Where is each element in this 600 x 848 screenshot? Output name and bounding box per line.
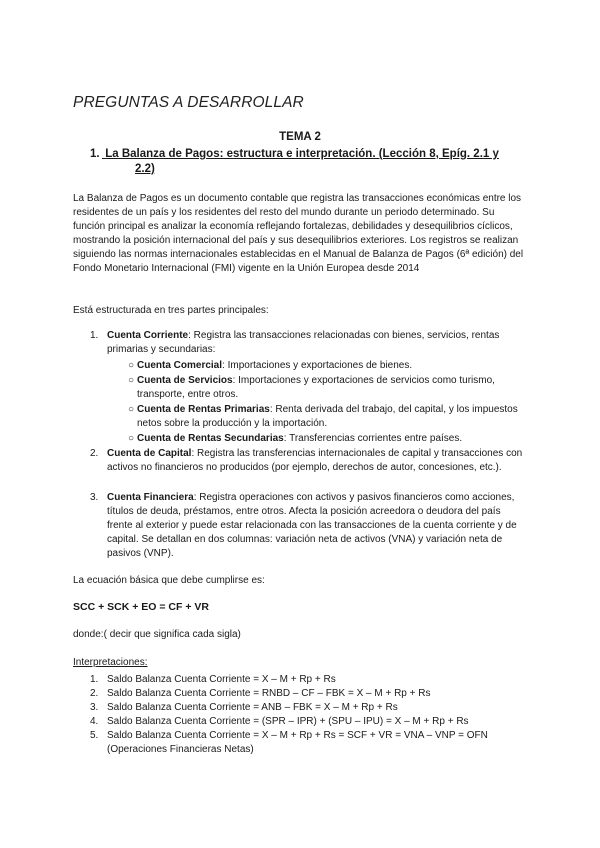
equation-intro: La ecuación básica que debe cumplirse es: (73, 575, 265, 586)
term: Cuenta de Servicios (137, 375, 233, 386)
bullet-icon: ○ (128, 404, 135, 415)
term: Cuenta Comercial (137, 360, 223, 371)
term: Cuenta Financiera (107, 492, 194, 503)
list-number: 2. (90, 448, 99, 459)
list-number: 2. (90, 688, 99, 699)
sub-item-rentas-secundarias (128, 432, 518, 446)
interpretation-item (90, 701, 520, 715)
description: : Registra las transferencias internacionales de capital y transacciones con activos no financieros no producidos (por ejemplo, derechos de autor, concesiones, etc.). (107, 448, 523, 473)
list-item-cuenta-capital (90, 447, 525, 475)
intro-paragraph: La Balanza de Pagos es un documento contable que registra las transacciones económicas entre los residentes de un país y los residentes del resto del mundo durante un periodo determinado. Su función principal es analizar la economía reflejando fortalezas, debilidades y desequilibrios cíclicos, mostrando la posición internacional del país y sus desequilibrios exteriores. Los registros se realizan siguiendo las normas internacionales establecidas en el Manual de Balanza de Pagos (6ª edición) del Fondo Monetario Internacional (FMI) vigente en la Unión Europea desde 2014 (73, 193, 524, 274)
interpretation-text: Saldo Balanza Cuenta Corriente = (SPR – IPR) + (SPU – IPU) = X – M + Rp + Rs (107, 716, 469, 727)
list-number: 3. (90, 702, 99, 713)
donde-note: donde:( decir que significa cada sigla) (73, 629, 241, 640)
interpretation-text: Saldo Balanza Cuenta Corriente = X – M + Rp + Rs = SCF + VR = VNA – VNP = OFN (Operaciones Financieras Netas) (107, 730, 488, 755)
description: : Renta derivada del trabajo, del capital, y los impuestos netos sobre la producción y la importación. (137, 404, 518, 429)
interpretation-text: Saldo Balanza Cuenta Corriente = ANB – FBK = X – M + Rp + Rs (107, 702, 398, 713)
interpretations-title: Interpretaciones: (73, 657, 148, 668)
interpretation-item (90, 715, 520, 729)
term: Cuenta de Rentas Primarias (137, 404, 270, 415)
interpretation-text: Saldo Balanza Cuenta Corriente = X – M + Rp + Rs (107, 674, 336, 685)
sub-item-cuenta-comercial (128, 359, 518, 373)
description: : Transferencias corrientes entre países. (283, 433, 463, 444)
interpretation-item (90, 729, 520, 757)
section-heading: PREGUNTAS A DESARROLLAR (73, 94, 304, 111)
term: Cuenta Corriente (107, 330, 189, 341)
question-line-1: La Balanza de Pagos: estructura e interpretación. (Lección 8, Epíg. 2.1 y (105, 148, 499, 160)
bullet-icon: ○ (128, 375, 135, 386)
equation: SCC + SCK + EO = CF + VR (73, 601, 209, 613)
question-line-2: 2.2) (135, 163, 155, 175)
bullet-icon: ○ (128, 360, 135, 371)
structure-intro: Está estructurada en tres partes principales: (73, 305, 269, 316)
list-item-cuenta-corriente (90, 329, 525, 357)
list-number: 5. (90, 730, 99, 741)
list-item-cuenta-financiera (90, 491, 525, 561)
question-number: 1. (90, 148, 100, 160)
interpretation-item (90, 687, 520, 701)
interpretation-text: Saldo Balanza Cuenta Corriente = RNBD – CF – FBK = X – M + Rp + Rs (107, 688, 431, 699)
interpretation-item (90, 673, 520, 687)
question-title (90, 147, 530, 177)
description: : Registra las transacciones relacionadas con bienes, servicios, rentas primarias y secundarias: (107, 330, 500, 355)
topic-title: TEMA 2 (279, 131, 321, 143)
sub-item-rentas-primarias (128, 403, 518, 431)
list-number: 3. (90, 492, 99, 503)
list-number: 1. (90, 674, 99, 685)
list-number: 1. (90, 330, 99, 341)
sub-item-cuenta-servicios (128, 374, 518, 402)
list-number: 4. (90, 716, 99, 727)
description: : Registra operaciones con activos y pasivos financieros como acciones, títulos de deuda, préstamos, entre otros. Afecta la posición acreedora o deudora del país frente al exterior y puede estar relacionada con las transacciones de la cuenta corriente y de capital. Se detallan en dos columnas: variación neta de activos (VNA) y variación neta de pasivos (VNP). (107, 492, 517, 559)
term: Cuenta de Rentas Secundarias (137, 433, 284, 444)
description: : Importaciones y exportaciones de servicios como turismo, transporte, entre otros. (137, 375, 495, 400)
term: Cuenta de Capital (107, 448, 192, 459)
description: : Importaciones y exportaciones de bienes. (222, 360, 413, 371)
bullet-icon: ○ (128, 433, 135, 444)
